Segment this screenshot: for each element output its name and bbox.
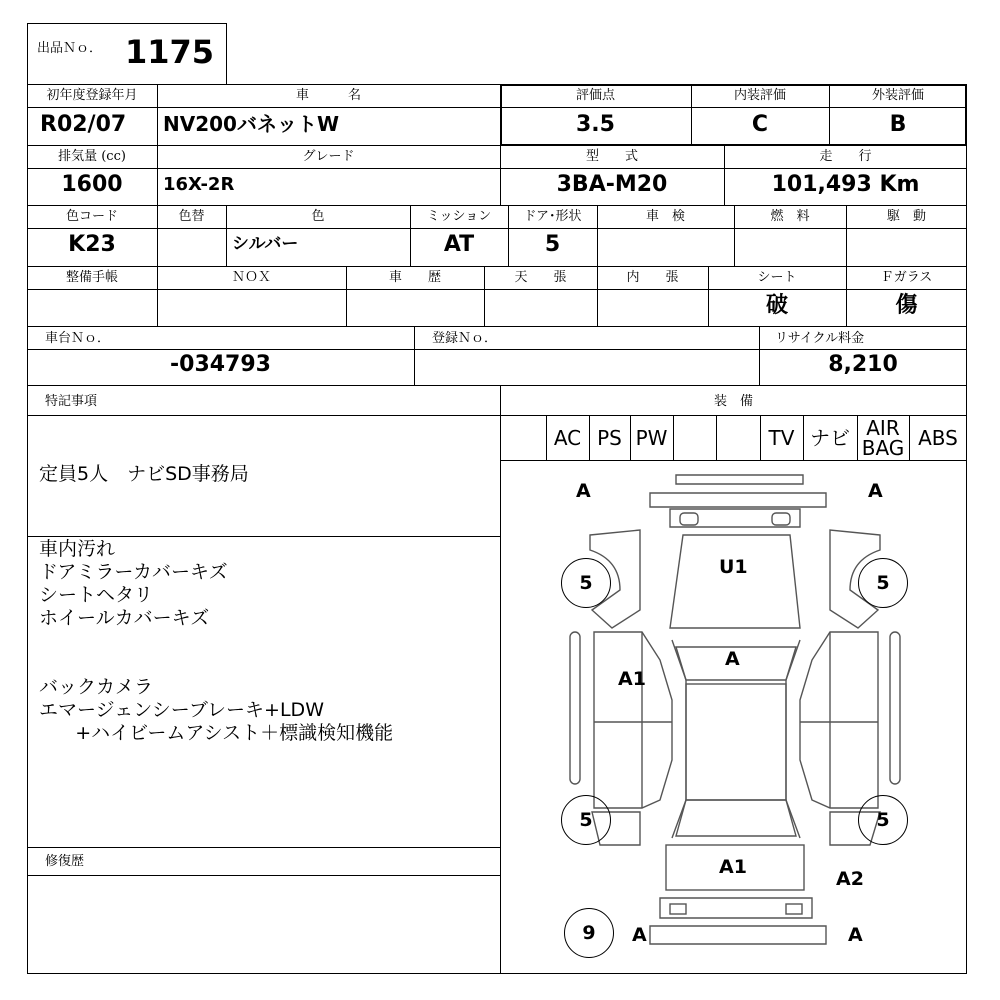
repair-label: 修復歴 bbox=[45, 854, 85, 869]
mission-value: AT bbox=[443, 232, 475, 257]
equipment-ac: AC bbox=[553, 426, 582, 450]
displacement-value: 1600 bbox=[61, 172, 123, 197]
mileage-label: 走 行 bbox=[819, 149, 872, 164]
drive-label: 駆 動 bbox=[886, 209, 926, 224]
car-name-value: NV200バネットW bbox=[163, 112, 340, 136]
first-reg-label: 初年度登録年月 bbox=[46, 88, 138, 103]
seat-label: シート bbox=[757, 270, 797, 285]
grade-label: グレード bbox=[302, 149, 355, 164]
damage-rear-right-corner: A bbox=[848, 924, 863, 946]
car-name-label: 車 名 bbox=[295, 88, 361, 103]
tire-front-right: 5 bbox=[858, 558, 908, 608]
history-label: 車 歴 bbox=[388, 270, 441, 285]
damage-front-left: A bbox=[576, 480, 591, 502]
damage-rear-right: A2 bbox=[836, 868, 864, 890]
chassis-value: -034793 bbox=[170, 352, 271, 377]
tire-rear-right: 5 bbox=[858, 795, 908, 845]
color-value: シルバー bbox=[232, 234, 299, 254]
interior-label: 内装評価 bbox=[733, 88, 786, 103]
interior-value: C bbox=[751, 112, 769, 137]
model-value: 3BA-M20 bbox=[556, 172, 668, 197]
equipment-airbag: AIR BAG bbox=[861, 416, 905, 460]
grade-value: 16X-2R bbox=[163, 174, 235, 195]
fuel-label: 燃 料 bbox=[770, 209, 810, 224]
roof-label: 天 張 bbox=[514, 270, 567, 285]
damage-front-right: A bbox=[868, 480, 883, 502]
interior-lining-label: 内 張 bbox=[626, 270, 679, 285]
equipment-pw: PW bbox=[635, 426, 668, 450]
equipment-navi: ナビ bbox=[810, 426, 850, 450]
door-value: 5 bbox=[544, 232, 561, 257]
recycle-label: リサイクル料金 bbox=[775, 331, 865, 346]
damage-left-front-door: A1 bbox=[618, 668, 646, 690]
glass-label: Ｆガラス bbox=[880, 270, 933, 285]
color-code-value: K23 bbox=[68, 232, 116, 257]
color-code-label: 色コード bbox=[65, 209, 118, 224]
mission-label: ミッション bbox=[426, 209, 492, 224]
equipment-abs: ABS bbox=[918, 426, 958, 450]
inspection-label: 車 検 bbox=[645, 209, 685, 224]
first-reg-value: R02/07 bbox=[40, 112, 127, 137]
lot-label: 出品Ｎｏ． bbox=[37, 41, 103, 56]
nox-label: ＮＯＸ bbox=[231, 270, 271, 285]
equipment-label: 装 備 bbox=[713, 394, 753, 409]
score-label: 評価点 bbox=[575, 88, 615, 103]
displacement-label: 排気量 (cc) bbox=[58, 149, 126, 164]
registration-label: 登録Ｎｏ． bbox=[432, 331, 498, 346]
color-change-label: 色替 bbox=[178, 209, 205, 224]
maintenance-label: 整備手帳 bbox=[65, 270, 118, 285]
tire-rear-left: 5 bbox=[561, 795, 611, 845]
chassis-label: 車台Ｎｏ． bbox=[45, 331, 111, 346]
seat-value: 破 bbox=[765, 293, 788, 318]
door-label: ドア･形状 bbox=[523, 209, 582, 224]
damage-rear-left: A bbox=[632, 924, 647, 946]
damage-hood: U1 bbox=[719, 556, 748, 578]
notes-text-1: 定員5人 ナビSD事務局 bbox=[39, 463, 249, 485]
exterior-value: B bbox=[889, 112, 907, 137]
lot-number: 1175 bbox=[125, 33, 215, 71]
tire-front-left: 5 bbox=[561, 558, 611, 608]
score-value: 3.5 bbox=[576, 112, 615, 137]
car-diagram bbox=[501, 461, 966, 973]
equipment-ps: PS bbox=[597, 426, 622, 450]
color-label: 色 bbox=[311, 209, 325, 224]
recycle-value: 8,210 bbox=[828, 352, 898, 377]
spare-tire: 9 bbox=[564, 908, 614, 958]
equipment-tv: TV bbox=[768, 426, 795, 450]
glass-value: 傷 bbox=[895, 293, 918, 318]
notes-text-2: 車内汚れ ドアミラーカバーキズ シートヘタリ ホイールカバーキズ バックカメラ エマージェンシーブレーキ+LDW +ハイビームアシスト＋標識検知機能 bbox=[39, 538, 394, 744]
exterior-label: 外装評価 bbox=[871, 88, 924, 103]
damage-windshield: A bbox=[725, 648, 740, 670]
notes-label: 特記事項 bbox=[45, 394, 98, 409]
damage-tailgate: A1 bbox=[719, 856, 747, 878]
mileage-value: 101,493 Km bbox=[771, 172, 920, 197]
model-label: 型 式 bbox=[585, 149, 638, 164]
